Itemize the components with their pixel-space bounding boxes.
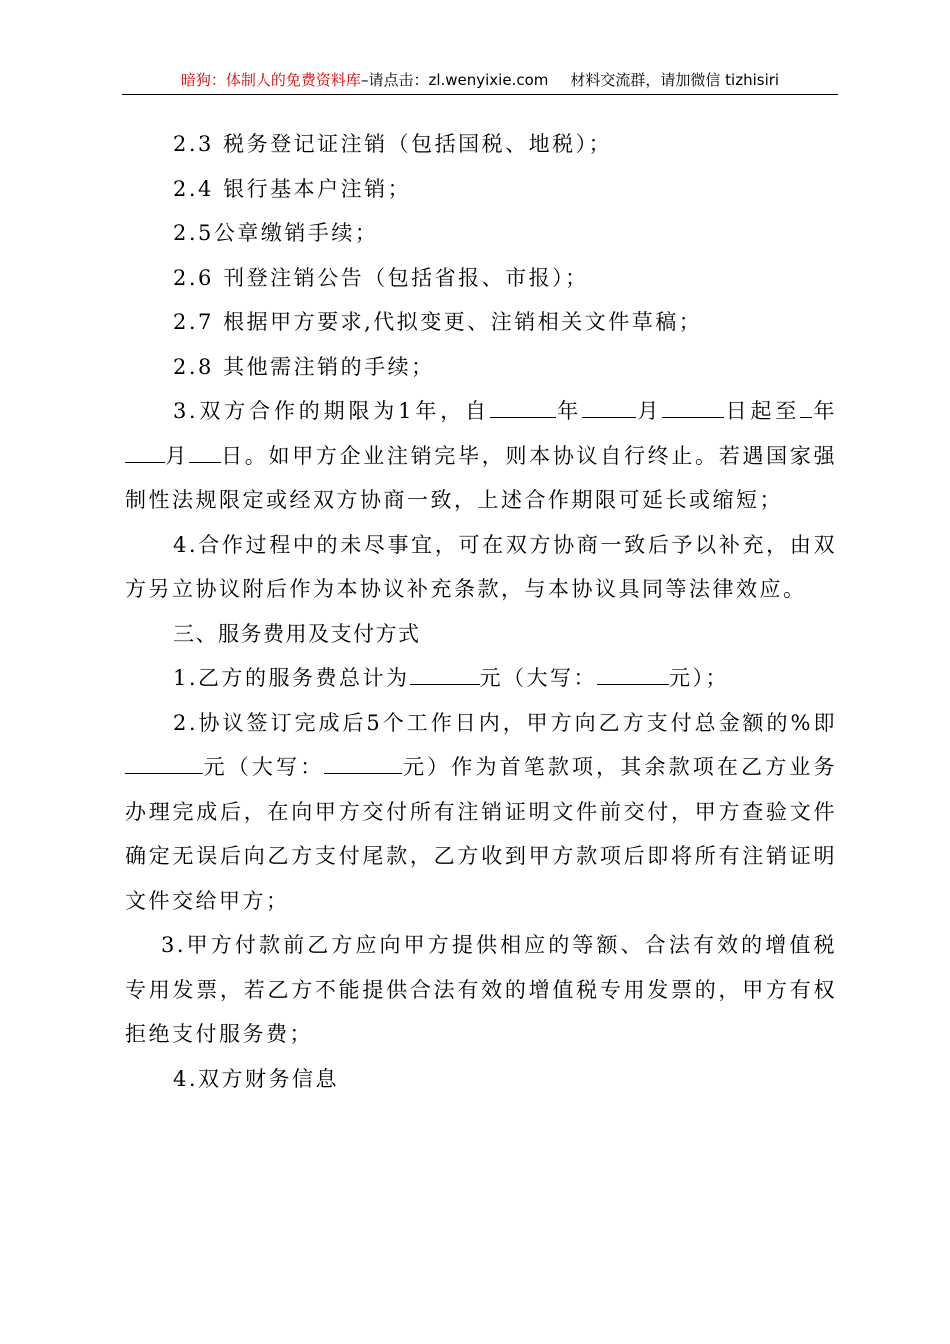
start-day-blank	[662, 395, 724, 418]
fee1-upper-label: 元（大写：	[479, 666, 598, 690]
fee1-intro: 1.乙方的服务费总计为	[173, 666, 410, 690]
end-year-blank-a	[800, 395, 812, 418]
header-brand: 暗狗：体制人的免费资料库	[180, 71, 361, 89]
fee-amount-blank	[410, 662, 480, 685]
fee-clause-2	[125, 701, 837, 924]
end-day-blank	[189, 439, 221, 462]
page-header	[122, 66, 838, 95]
fee2-rest: 元）作为首笔款项，其余款项在乙方业务办理完成后，在向甲方交付所有注销证明文件前交付，甲方查验文件确定无误后向乙方支付尾款，乙方收到甲方款项后即将所有注销证明文件交给甲方；	[125, 755, 837, 913]
first-payment-upper-blank	[324, 751, 402, 774]
start-year-blank	[490, 395, 556, 418]
first-payment-blank	[125, 751, 203, 774]
fee2-line1: 2.协议签订完成后5个工作日内，甲方向乙方支付总金额的	[173, 710, 791, 735]
term-month-label: 月	[636, 399, 663, 423]
clause-2-4: 2.4 银行基本户注销；	[173, 176, 412, 201]
clause-2-3: 2.3 税务登记证注销（包括国税、地税）；	[173, 132, 613, 156]
section-title-fees: 三、服务费用及支付方式	[173, 621, 421, 646]
fee-clause-4: 4.双方财务信息	[173, 1066, 340, 1091]
header-wechat: 材料交流群，请加微信 tizhisiri	[570, 71, 780, 89]
header-url-link[interactable]: zl.wenyixie.com	[428, 71, 549, 89]
fee-clause-1	[125, 656, 837, 701]
header-link-prefix: –请点击：	[360, 71, 429, 89]
fee-clause-3: 3.甲方付款前乙方应向甲方提供相应的等额、合法有效的增值税专用发票，若乙方不能提供合法有效的增值税专用发票的，甲方有权拒绝支付服务费；	[125, 933, 837, 1046]
clause-2-6: 2.6 刊登注销公告（包括省报、市报）；	[173, 265, 589, 290]
fee1-close: 元）；	[669, 666, 730, 690]
clause-2-7: 2.7 根据甲方要求,代拟变更、注销相关文件草稿；	[173, 310, 703, 334]
end-month-blank	[125, 439, 165, 462]
term-day-label: 日起至	[724, 399, 801, 423]
term-intro: 3.双方合作的期限为1年，自	[173, 399, 490, 423]
fee2-percent: %即	[790, 710, 837, 735]
term-month2-label: 月	[165, 443, 189, 468]
clause-4-supplement: 4.合作过程中的未尽事宜，可在双方协商一致后予以补充，由双方另立协议附后作为本协议补充条款，与本协议具同等法律效应。	[125, 532, 837, 601]
term-year-label: 年	[555, 399, 583, 423]
fee-amount-upper-blank	[597, 662, 669, 685]
fee2-upper-label: 元（大写：	[203, 755, 325, 779]
term-year2-label: 年	[812, 399, 838, 423]
clause-2-5: 2.5公章缴销手续；	[173, 221, 379, 245]
clause-2-8: 2.8 其他需注销的手续；	[173, 354, 435, 379]
clause-3-term	[125, 389, 837, 523]
start-month-blank	[582, 395, 636, 418]
term-rest: 日。如甲方企业注销完毕，则本协议自行终止。若遇国家强制性法规限定或经双方协商一致，上述合作期限可延长或缩短；	[125, 443, 838, 512]
document-body	[125, 122, 837, 1101]
